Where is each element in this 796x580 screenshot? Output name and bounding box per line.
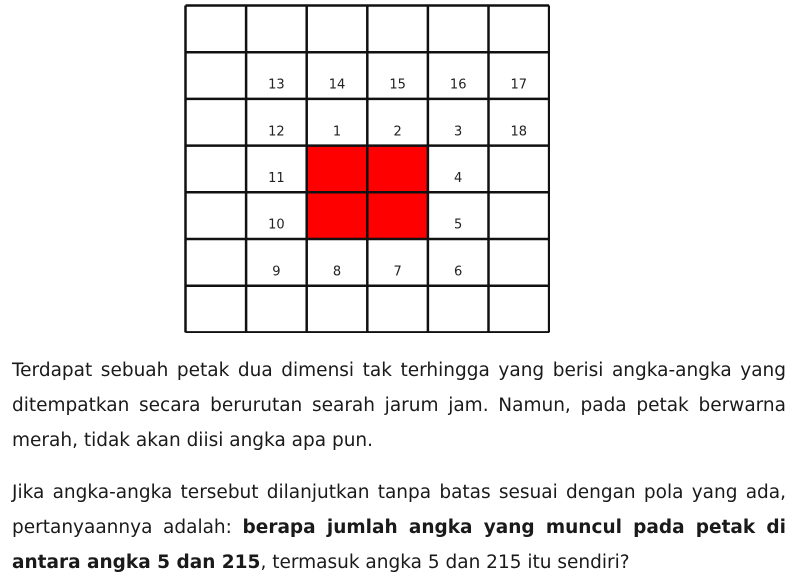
- cell-number: 12: [268, 124, 285, 140]
- red-cell: [367, 192, 428, 239]
- cell-number: 6: [454, 264, 463, 280]
- cell-number: 1: [332, 124, 342, 140]
- paragraph-description: Terdapat sebuah petak dua dimensi tak terhingga yang berisi angka-angka yang ditempatkan secara berurutan searah jarum jam. Namun, pada petak berwarna merah, tidak akan diisi angka apa pun.: [12, 360, 786, 451]
- cell-number: 18: [510, 124, 528, 140]
- cell-number: 3: [454, 124, 463, 140]
- cell-number: 5: [454, 217, 463, 233]
- problem-text: [12, 353, 786, 580]
- cell-number: 8: [332, 264, 342, 280]
- question-bold: berapa jumlah angka yang muncul pada petak di antara angka 5 dan 215: [12, 517, 787, 573]
- red-cell: [307, 192, 368, 239]
- number-grid: [184, 4, 550, 333]
- red-cell: [367, 146, 428, 193]
- cell-number: 9: [272, 264, 281, 280]
- cell-number: 16: [449, 77, 467, 93]
- cell-number: 14: [328, 77, 346, 93]
- paragraph-question: [12, 475, 786, 580]
- red-cell: [307, 146, 368, 193]
- question-ending: , termasuk angka 5 dan 215 itu sendiri?: [260, 552, 630, 573]
- cell-number: 13: [268, 77, 285, 93]
- cell-number: 7: [393, 264, 402, 280]
- cell-number: 10: [268, 217, 285, 233]
- cell-number: 15: [389, 77, 406, 93]
- cell-number: 4: [454, 171, 463, 187]
- cell-number: 2: [393, 124, 402, 140]
- cell-number: 11: [268, 171, 285, 187]
- cell-number: 17: [510, 77, 528, 93]
- question-intro: Jika angka-angka tersebut dilanjutkan tanpa batas sesuai dengan pola yang ada, pertanyaannya adalah:: [12, 482, 786, 538]
- grid-drawing: [184, 4, 550, 333]
